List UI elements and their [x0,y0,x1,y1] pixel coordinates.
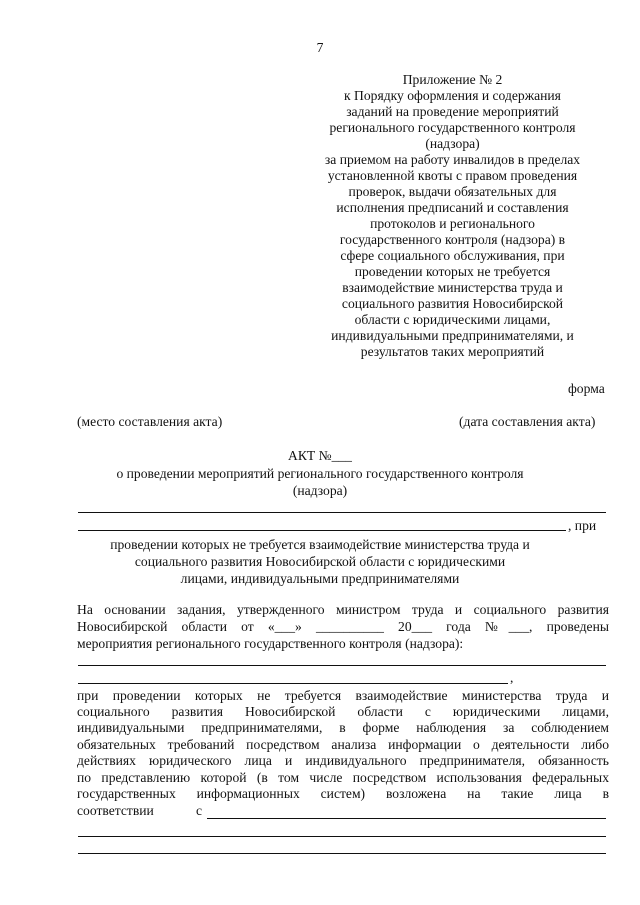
blank-line [207,818,606,819]
annex-line: установленной квоты с правом проведения [327,168,578,183]
annex-line: области с юридическими лицами, [354,312,551,327]
date-label: (дата составления акта) [459,414,596,429]
blank-line [78,512,606,513]
paragraph-line: соответствии [77,803,154,818]
paragraph-line: по представлению которой (в том числе посредством использования федеральных [77,770,609,785]
blank-line [78,665,606,666]
annex-line: за приемом на работу инвалидов в пределах [324,152,581,167]
annex-line: регионального государственного контроля [329,120,576,135]
annex-line: проведении которых не требуется [354,264,551,279]
paragraph-line: индивидуальными предпринимателями, в форме наблюдения за соблюдением [77,720,609,735]
paragraph-line: социального развития Новосибирской области с юридическими лицами, [77,704,609,719]
paragraph-line: при проведении которых не требуется взаимодействие министерства труда и [77,688,609,703]
annex-line: сфере социального обслуживания, при [340,248,565,263]
annex-line: (надзора) [425,136,480,151]
annex-line: взаимодействие министерства труда и [342,280,563,295]
act-subtitle: о проведении мероприятий регионального государственного контроля [116,466,524,481]
form-label: форма [568,381,605,396]
comma: , [510,670,514,685]
act-line-suffix: , при [568,518,597,533]
blank-line [78,683,508,684]
act-title: АКТ №___ [288,448,352,463]
annex-line: заданий на проведение мероприятий [346,104,559,119]
paragraph-line: На основании задания, утвержденного министром труда и социального развития [77,602,609,617]
paragraph-line: Новосибирской области от «___» __________ 20___ года №___, проведены [77,619,609,634]
blank-line [78,530,566,531]
paragraph-line: государственных информационных систем) возложена на такие лица в [77,786,609,801]
annex-line: к Порядку оформления и содержания [344,88,561,103]
act-description: социального развития Новосибирской области с юридическими [134,554,506,569]
blank-line [78,853,606,854]
annex-header [300,72,605,360]
annex-line: исполнения предписаний и составления [336,200,569,215]
annex-line: протоколов и регионального [370,216,535,231]
annex-line: государственного контроля (надзора) в [339,232,566,247]
blank-line [78,836,606,837]
act-subtitle: (надзора) [292,483,348,498]
annex-title: Приложение № 2 [402,72,503,87]
act-description: проведении которых не требуется взаимодействие министерства труда и [110,537,530,552]
annex-line: индивидуальными предпринимателями, и [331,328,574,343]
annex-line: проверок, выдачи обязательных для [348,184,557,199]
act-description: лицами, индивидуальными предпринимателями [180,571,460,586]
paragraph-line: мероприятия регионального государственного контроля (надзора): [77,636,464,651]
page-number: 7 [316,40,324,55]
place-label: (место составления акта) [77,414,223,429]
paragraph-line: действиях юридического лица и индивидуального предпринимателя, обязанность [77,753,609,768]
paragraph-line: с [196,803,203,818]
annex-line: социального развития Новосибирской [341,296,564,311]
paragraph-line: обязательных требований посредством анализа информации о деятельности либо [77,737,609,752]
annex-line: результатов таких мероприятий [360,344,545,359]
